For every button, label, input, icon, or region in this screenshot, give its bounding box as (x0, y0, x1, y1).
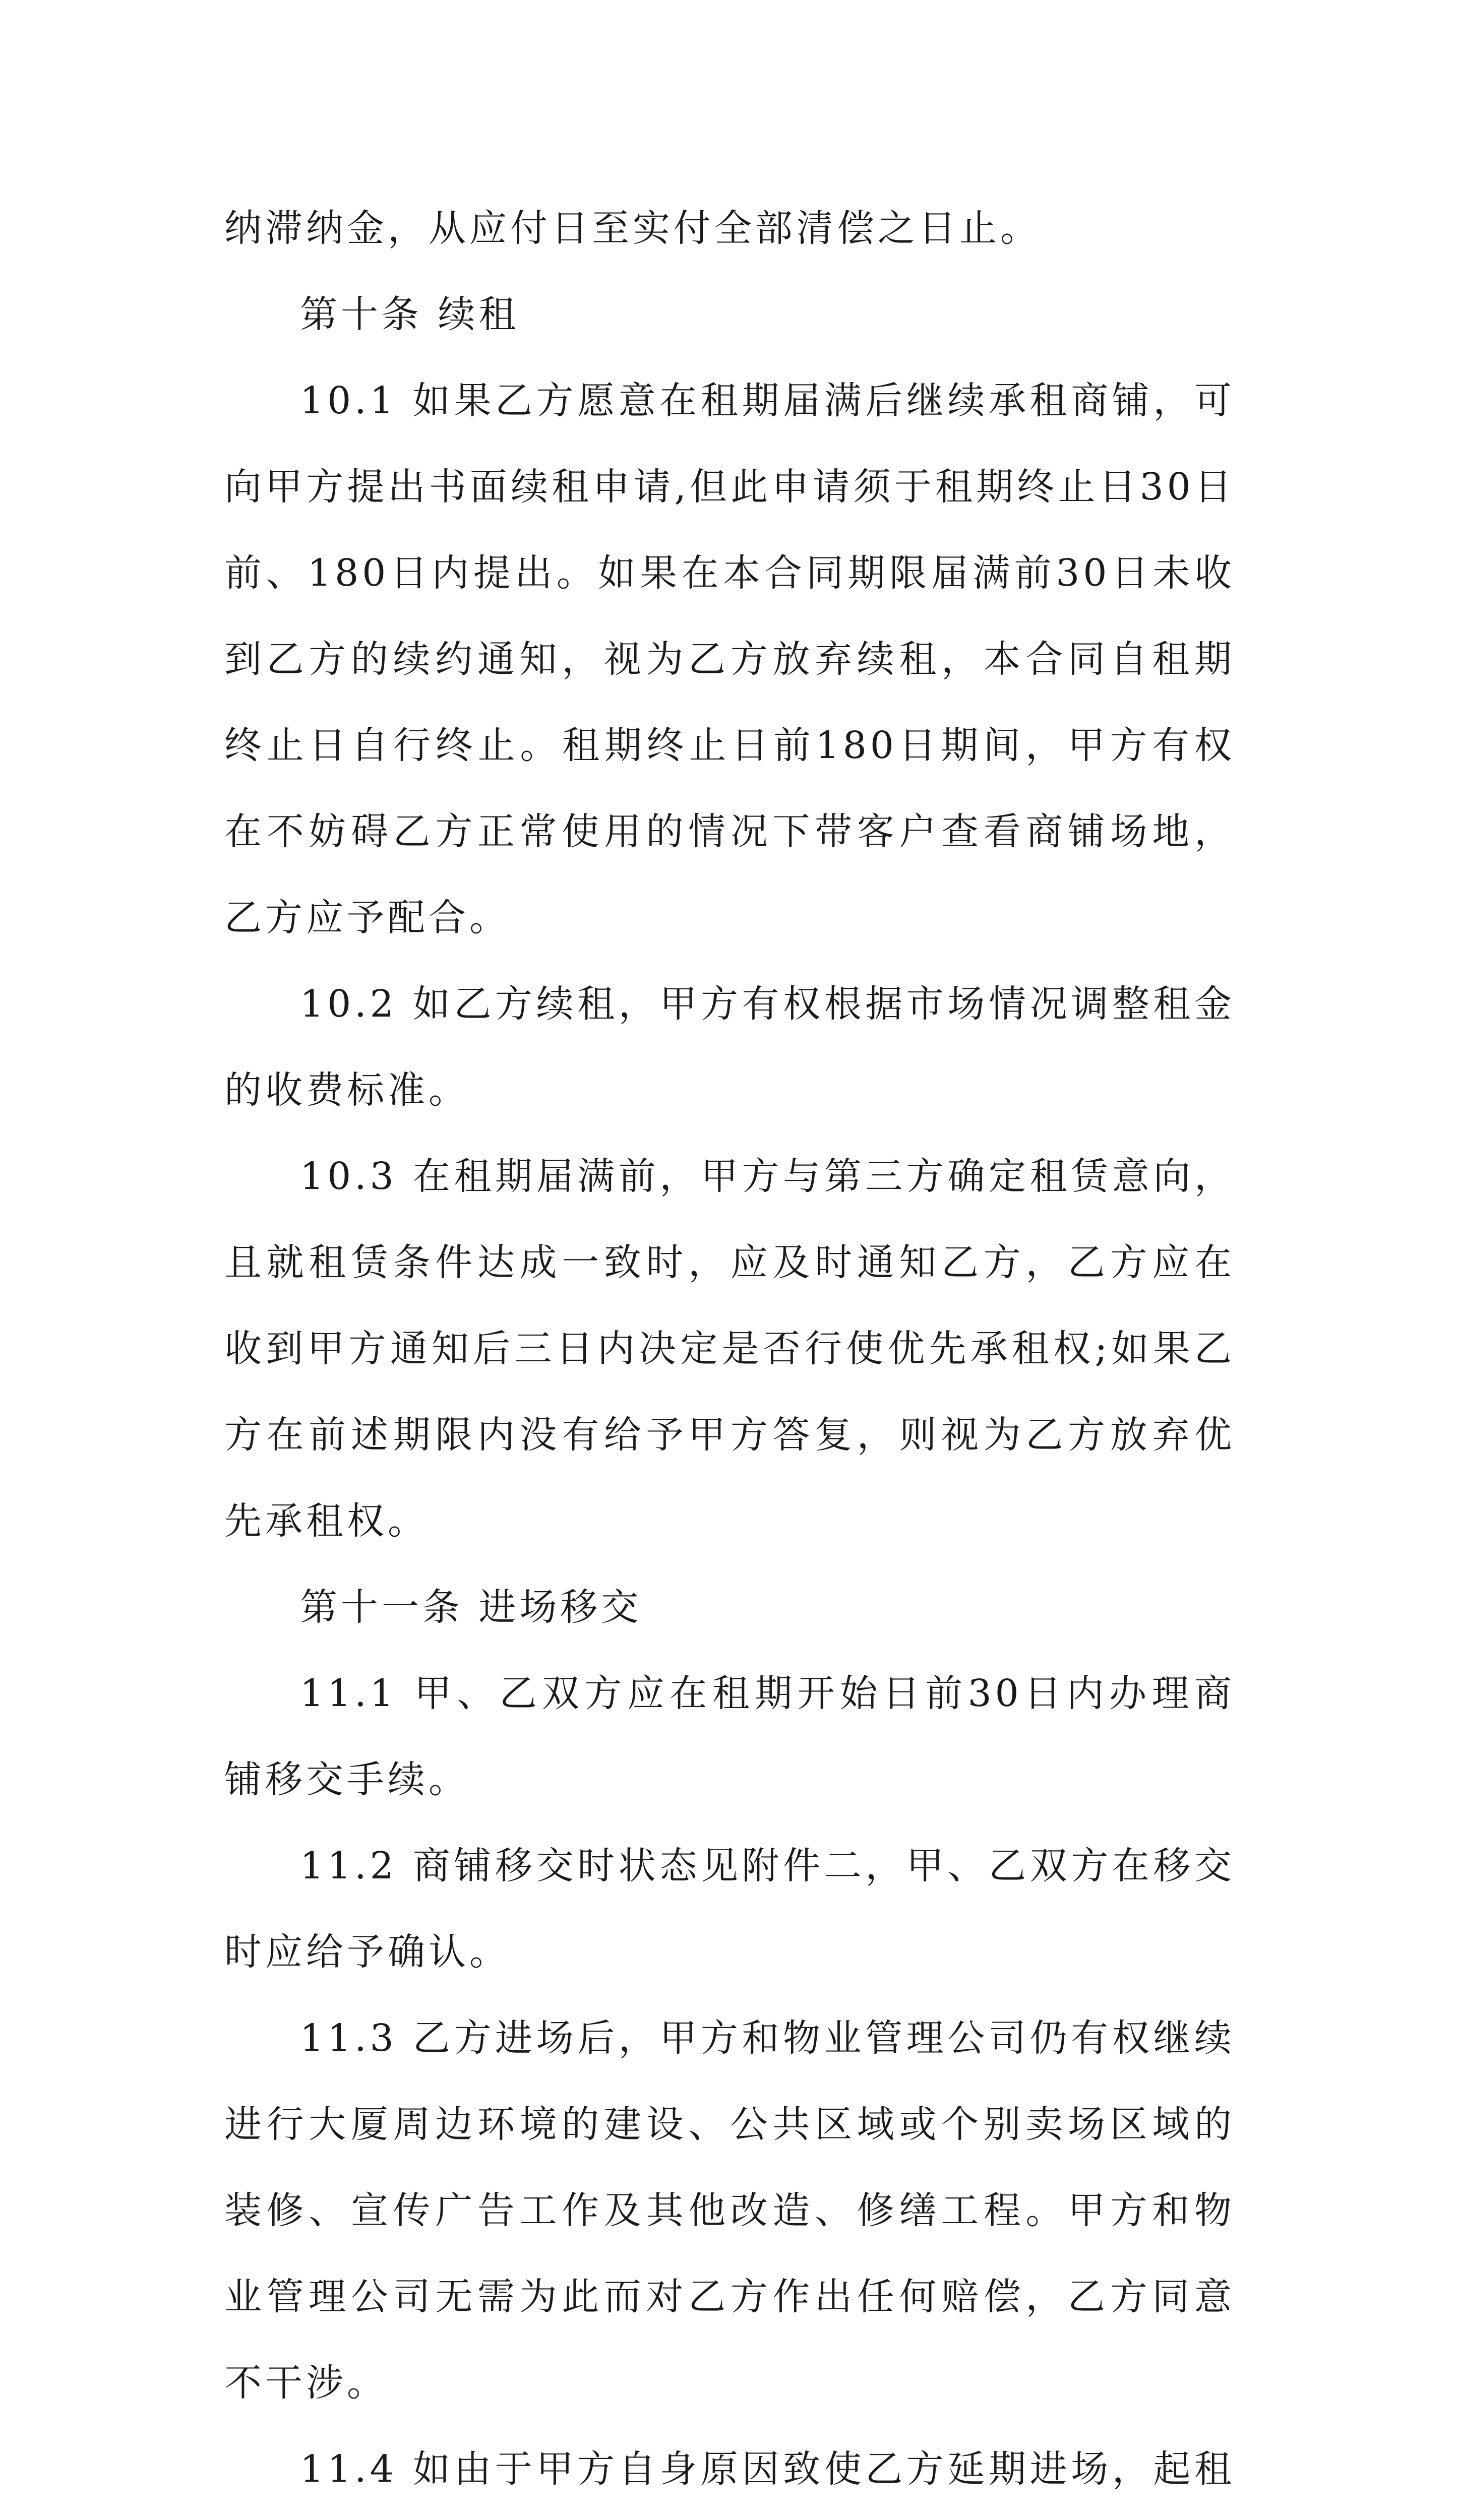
clause-11-3: 11.3 乙方进场后，甲方和物业管理公司仍有权继续进行大厦周边环境的建设、公共区域或个别卖场区域的装修、宣传广告工作及其他改造、修缮工程。甲方和物业管理公司无需为此而对乙方作出任何赔偿，乙方同意不干涉。 (224, 2017, 1235, 2405)
paragraph-continuation: 纳滞纳金，从应付日至实付全部清偿之日止。 (224, 207, 1041, 250)
document-body (224, 185, 1235, 2520)
article-10-heading: 第十条 续租 (300, 293, 520, 336)
article-11-heading: 第十一条 进场移交 (300, 1586, 642, 1629)
clause-11-2: 11.2 商铺移交时状态见附件二，甲、乙双方在移交时应给予确认。 (224, 1844, 1235, 1974)
clause-11-1: 11.1 甲、乙双方应在租期开始日前30日内办理商铺移交手续。 (224, 1672, 1235, 1801)
clause-10-3: 10.3 在租期届满前，甲方与第三方确定租赁意向，且就租赁条件达成一致时，应及时通知乙方，乙方应在收到甲方通知后三日内决定是否行使优先承租权;如果乙方在前述期限内没有给予甲方答复，则视为乙方放弃优先承租权。 (224, 1155, 1235, 1543)
clause-10-1: 10.1 如果乙方愿意在租期届满后继续承租商铺，可向甲方提出书面续租申请,但此申请须于租期终止日30日前、180日内提出。如果在本合同期限届满前30日未收到乙方的续约通知，视为乙方放弃续租，本合同自租期终止日自行终止。租期终止日前180日期间，甲方有权在不妨碍乙方正常使用的情况下带客户查看商铺场地，乙方应予配合。 (224, 379, 1235, 939)
clause-11-4: 11.4 如由于甲方自身原因致使乙方延期进场，起租 (300, 2447, 1235, 2491)
clause-10-2: 10.2 如乙方续租，甲方有权根据市场情况调整租金的收费标准。 (224, 982, 1235, 1112)
